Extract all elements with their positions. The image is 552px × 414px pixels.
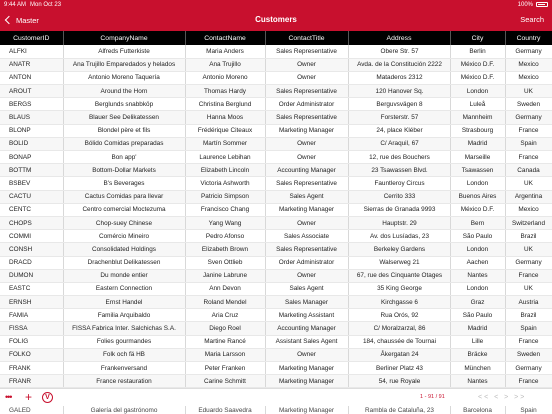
table-cell[interactable]: Comércio Mineiro	[63, 230, 185, 243]
table-cell[interactable]: Bern	[450, 216, 505, 229]
table-cell[interactable]: Sales Representative	[265, 85, 348, 98]
table-cell[interactable]: FOLIG	[0, 335, 63, 348]
table-cell[interactable]: Ana Trujillo	[185, 58, 265, 71]
table-cell[interactable]: Mataderos 2312	[348, 71, 450, 84]
table-cell[interactable]: UK	[505, 243, 552, 256]
table-cell[interactable]: ANATR	[0, 58, 63, 71]
table-row[interactable]	[0, 362, 552, 375]
table-cell[interactable]: Drachenblut Delikatessen	[63, 256, 185, 269]
table-cell[interactable]: Elizabeth Lincoln	[185, 164, 265, 177]
table-cell[interactable]: ALFKI	[0, 45, 63, 58]
table-cell[interactable]: FOLKO	[0, 348, 63, 361]
table-cell[interactable]: Order Administrator	[265, 256, 348, 269]
table-row[interactable]	[0, 282, 552, 295]
table-cell[interactable]: Diego Roel	[185, 322, 265, 335]
table-cell[interactable]: Patricio Simpson	[185, 190, 265, 203]
table-cell[interactable]: Bräcke	[450, 348, 505, 361]
status-time: 9:44 AM	[4, 1, 27, 8]
table-cell[interactable]: FRANR	[0, 375, 63, 388]
table-row[interactable]	[0, 58, 552, 71]
table-row[interactable]	[0, 335, 552, 348]
table-cell[interactable]: Luleå	[450, 98, 505, 111]
table-cell[interactable]: Owner	[265, 71, 348, 84]
table-cell[interactable]: Nantes	[450, 269, 505, 282]
table-cell[interactable]: Sven Ottlieb	[185, 256, 265, 269]
table-cell[interactable]: CHOPS	[0, 216, 63, 229]
table-row[interactable]	[0, 71, 552, 84]
table-cell[interactable]: Maria Larsson	[185, 348, 265, 361]
record-count: 1 - 91 / 91	[420, 394, 445, 400]
customers-grid[interactable]	[0, 31, 552, 388]
table-cell[interactable]: BOLID	[0, 137, 63, 150]
table-cell[interactable]: Folk och fä HB	[63, 348, 185, 361]
table-cell[interactable]: Maria Anders	[185, 45, 265, 58]
table-cell[interactable]: Canada	[505, 164, 552, 177]
table-row[interactable]	[0, 406, 552, 414]
add-record-icon[interactable]: +	[25, 390, 33, 404]
table-cell[interactable]: 35 King George	[348, 282, 450, 295]
table-cell[interactable]: Spain	[505, 322, 552, 335]
table-cell[interactable]: Martín Sommer	[185, 137, 265, 150]
table-cell[interactable]: Germany	[505, 362, 552, 375]
table-cell[interactable]: Owner	[265, 269, 348, 282]
table-row[interactable]	[0, 269, 552, 282]
table-cell[interactable]: Rua Orós, 92	[348, 309, 450, 322]
table-cell[interactable]: France restauration	[63, 375, 185, 388]
search-button[interactable]: Search	[520, 15, 544, 24]
table-cell[interactable]: ANTON	[0, 71, 63, 84]
table-cell[interactable]: Accounting Manager	[265, 164, 348, 177]
table-cell[interactable]: Bólido Comidas preparadas	[63, 137, 185, 150]
table-cell[interactable]: Spain	[505, 406, 552, 414]
table-cell[interactable]: Obere Str. 57	[348, 45, 450, 58]
table-cell[interactable]: Austria	[505, 296, 552, 309]
table-cell[interactable]: COMMI	[0, 230, 63, 243]
table-row[interactable]	[0, 111, 552, 124]
table-cell[interactable]: 12, rue des Bouchers	[348, 151, 450, 164]
table-cell[interactable]: Sales Associate	[265, 230, 348, 243]
table-cell[interactable]: São Paulo	[450, 230, 505, 243]
table-cell[interactable]: DRACD	[0, 256, 63, 269]
table-row[interactable]	[0, 137, 552, 150]
table-cell[interactable]: GALED	[0, 406, 63, 414]
table-cell[interactable]: FRANK	[0, 362, 63, 375]
table-cell[interactable]: Bon app'	[63, 151, 185, 164]
battery-percent: 100%	[517, 1, 533, 8]
table-cell[interactable]: Kirchgasse 6	[348, 296, 450, 309]
table-row[interactable]	[0, 256, 552, 269]
column-header[interactable]: ContactName	[185, 31, 265, 45]
column-header[interactable]: Country	[505, 31, 552, 45]
column-header[interactable]: CompanyName	[63, 31, 185, 45]
table-cell[interactable]: São Paulo	[450, 309, 505, 322]
table-cell[interactable]: Eastern Connection	[63, 282, 185, 295]
pager-controls[interactable]: << < > >>	[478, 394, 527, 401]
table-cell[interactable]: CONSH	[0, 243, 63, 256]
filter-icon[interactable]: V	[42, 392, 53, 403]
table-cell[interactable]: France	[505, 335, 552, 348]
table-cell[interactable]: Mexico	[505, 203, 552, 216]
table-cell[interactable]: Carine Schmitt	[185, 375, 265, 388]
table-cell[interactable]: 184, chaussée de Tournai	[348, 335, 450, 348]
table-cell[interactable]: Ana Trujillo Emparedados y helados	[63, 58, 185, 71]
table-cell[interactable]: Rambla de Cataluña, 23	[348, 406, 450, 414]
table-cell[interactable]: Thomas Hardy	[185, 85, 265, 98]
table-cell[interactable]: México D.F.	[450, 71, 505, 84]
table-cell[interactable]: Owner	[265, 348, 348, 361]
table-cell[interactable]: Galería del gastrónomo	[63, 406, 185, 414]
table-cell[interactable]: Centro comercial Moctezuma	[63, 203, 185, 216]
table-cell[interactable]: UK	[505, 177, 552, 190]
table-cell[interactable]: Mexico	[505, 71, 552, 84]
table-cell[interactable]: Strasbourg	[450, 124, 505, 137]
table-cell[interactable]: Marketing Assistant	[265, 309, 348, 322]
table-cell[interactable]: Sales Agent	[265, 190, 348, 203]
table-cell[interactable]: Frédérique Citeaux	[185, 124, 265, 137]
grid-body	[0, 45, 552, 388]
table-cell[interactable]: Folies gourmandes	[63, 335, 185, 348]
table-cell[interactable]: Elizabeth Brown	[185, 243, 265, 256]
table-cell[interactable]: Fauntleroy Circus	[348, 177, 450, 190]
status-right	[518, 2, 548, 8]
table-cell[interactable]: México D.F.	[450, 58, 505, 71]
column-header[interactable]: CustomerID	[0, 31, 63, 45]
table-cell[interactable]: 24, place Kléber	[348, 124, 450, 137]
table-cell[interactable]: Hauptstr. 29	[348, 216, 450, 229]
table-cell[interactable]: CENTC	[0, 203, 63, 216]
table-cell[interactable]: Sweden	[505, 98, 552, 111]
table-cell[interactable]: Sales Representative	[265, 111, 348, 124]
table-cell[interactable]: FISSA Fabrica Inter. Salchichas S.A.	[63, 322, 185, 335]
table-row[interactable]	[0, 348, 552, 361]
table-cell[interactable]: Bottom-Dollar Markets	[63, 164, 185, 177]
grid-header-row	[0, 31, 552, 45]
table-cell[interactable]: EASTC	[0, 282, 63, 295]
table-cell[interactable]: Sales Agent	[265, 282, 348, 295]
table-cell[interactable]: Berguvsvägen 8	[348, 98, 450, 111]
table-cell[interactable]: Antonio Moreno	[185, 71, 265, 84]
table-cell[interactable]: Mannheim	[450, 111, 505, 124]
table-cell[interactable]: C/ Araquil, 67	[348, 137, 450, 150]
table-cell[interactable]: London	[450, 85, 505, 98]
table-cell[interactable]: Marketing Manager	[265, 362, 348, 375]
table-row[interactable]	[0, 177, 552, 190]
back-button[interactable]	[6, 9, 39, 31]
table-cell[interactable]: BOTTM	[0, 164, 63, 177]
table-cell[interactable]: Marketing Manager	[265, 203, 348, 216]
table-cell[interactable]: Marseille	[450, 151, 505, 164]
table-cell[interactable]: UK	[505, 85, 552, 98]
table-cell[interactable]: Pedro Afonso	[185, 230, 265, 243]
chevron-left-icon	[5, 16, 13, 24]
column-header[interactable]: City	[450, 31, 505, 45]
more-options-icon[interactable]: •••	[5, 392, 12, 402]
table-cell[interactable]: Frankenversand	[63, 362, 185, 375]
table-cell[interactable]: Owner	[265, 58, 348, 71]
table-cell[interactable]: Alfreds Futterkiste	[63, 45, 185, 58]
table-row[interactable]	[0, 296, 552, 309]
table-cell[interactable]: Owner	[265, 137, 348, 150]
table-cell[interactable]: FAMIA	[0, 309, 63, 322]
table-cell[interactable]: Francisco Chang	[185, 203, 265, 216]
column-header[interactable]: Address	[348, 31, 450, 45]
table-cell[interactable]: DUMON	[0, 269, 63, 282]
table-row[interactable]	[0, 216, 552, 229]
table-cell[interactable]: Owner	[265, 151, 348, 164]
status-bar	[0, 0, 552, 9]
table-cell[interactable]: Barcelona	[450, 406, 505, 414]
table-cell[interactable]: Assistant Sales Agent	[265, 335, 348, 348]
table-row[interactable]	[0, 243, 552, 256]
table-cell[interactable]: BLONP	[0, 124, 63, 137]
table-cell[interactable]: France	[505, 375, 552, 388]
table-cell[interactable]: Spain	[505, 137, 552, 150]
table-cell[interactable]: Sweden	[505, 348, 552, 361]
table-row[interactable]	[0, 309, 552, 322]
table-cell[interactable]: AROUT	[0, 85, 63, 98]
battery-icon	[536, 2, 548, 7]
table-cell[interactable]: 23 Tsawassen Blvd.	[348, 164, 450, 177]
table-cell[interactable]: Consolidated Holdings	[63, 243, 185, 256]
table-row[interactable]	[0, 203, 552, 216]
table-cell[interactable]: Avda. de la Constitución 2222	[348, 58, 450, 71]
table-cell[interactable]: BLAUS	[0, 111, 63, 124]
table-cell[interactable]: Antonio Moreno Taquería	[63, 71, 185, 84]
table-cell[interactable]: London	[450, 282, 505, 295]
table-cell[interactable]: Walserweg 21	[348, 256, 450, 269]
table-cell[interactable]: Buenos Aires	[450, 190, 505, 203]
table-cell[interactable]: Mexico	[505, 58, 552, 71]
table-cell[interactable]: UK	[505, 282, 552, 295]
table-cell[interactable]: 54, rue Royale	[348, 375, 450, 388]
table-row[interactable]	[0, 98, 552, 111]
table-cell[interactable]: Ernst Handel	[63, 296, 185, 309]
table-cell[interactable]: London	[450, 243, 505, 256]
table-cell[interactable]: Blauer See Delikatessen	[63, 111, 185, 124]
table-cell[interactable]: Germany	[505, 256, 552, 269]
table-cell[interactable]: Lille	[450, 335, 505, 348]
table-cell[interactable]: Germany	[505, 45, 552, 58]
table-cell[interactable]: BSBEV	[0, 177, 63, 190]
table-cell[interactable]: Laurence Lebihan	[185, 151, 265, 164]
table-cell[interactable]: Madrid	[450, 322, 505, 335]
table-cell[interactable]: France	[505, 269, 552, 282]
table-row[interactable]	[0, 45, 552, 58]
table-cell[interactable]: Chop-suey Chinese	[63, 216, 185, 229]
table-cell[interactable]: Order Administrator	[265, 98, 348, 111]
table-cell[interactable]: Blondel père et fils	[63, 124, 185, 137]
table-cell[interactable]: BERGS	[0, 98, 63, 111]
table-cell[interactable]: Forsterstr. 57	[348, 111, 450, 124]
table-cell[interactable]: C/ Moralzarzal, 86	[348, 322, 450, 335]
table-row[interactable]	[0, 151, 552, 164]
table-cell[interactable]: Christina Berglund	[185, 98, 265, 111]
table-cell[interactable]: Ann Devon	[185, 282, 265, 295]
table-cell[interactable]: Åkergatan 24	[348, 348, 450, 361]
table-row[interactable]	[0, 85, 552, 98]
table-cell[interactable]: Aria Cruz	[185, 309, 265, 322]
table-cell[interactable]: Berglunds snabbköp	[63, 98, 185, 111]
table-cell[interactable]: Berliner Platz 43	[348, 362, 450, 375]
table-cell[interactable]: Cactus Comidas para llevar	[63, 190, 185, 203]
table-cell[interactable]: Hanna Moos	[185, 111, 265, 124]
back-label: Master	[16, 15, 39, 25]
table-cell[interactable]: Berkeley Gardens	[348, 243, 450, 256]
grid-overflow-row	[0, 406, 552, 414]
table-row[interactable]	[0, 322, 552, 335]
table-cell[interactable]: France	[505, 151, 552, 164]
table-cell[interactable]: Germany	[505, 111, 552, 124]
table-cell[interactable]: Victoria Ashworth	[185, 177, 265, 190]
table-cell[interactable]: Switzerland	[505, 216, 552, 229]
table-cell[interactable]: London	[450, 177, 505, 190]
table-cell[interactable]: Sales Representative	[265, 243, 348, 256]
table-cell[interactable]: México D.F.	[450, 203, 505, 216]
table-row[interactable]	[0, 124, 552, 137]
table-cell[interactable]: Av. dos Lusíadas, 23	[348, 230, 450, 243]
table-cell[interactable]: Graz	[450, 296, 505, 309]
table-cell[interactable]: Sierras de Granada 9993	[348, 203, 450, 216]
table-cell[interactable]: Du monde entier	[63, 269, 185, 282]
table-cell[interactable]: Sales Representative	[265, 45, 348, 58]
table-cell[interactable]: B's Beverages	[63, 177, 185, 190]
bottom-toolbar	[0, 388, 552, 406]
table-cell[interactable]: Marketing Manager	[265, 406, 348, 414]
table-cell[interactable]: Sales Manager	[265, 296, 348, 309]
table-cell[interactable]: München	[450, 362, 505, 375]
table-cell[interactable]: Marketing Manager	[265, 124, 348, 137]
table-cell[interactable]: Martine Rancé	[185, 335, 265, 348]
table-cell[interactable]: Sales Representative	[265, 177, 348, 190]
table-row[interactable]	[0, 230, 552, 243]
table-row[interactable]	[0, 375, 552, 388]
table-cell[interactable]: Madrid	[450, 137, 505, 150]
table-cell[interactable]: Marketing Manager	[265, 375, 348, 388]
table-cell[interactable]: CACTU	[0, 190, 63, 203]
table-cell[interactable]: Familia Arquibaldo	[63, 309, 185, 322]
table-row[interactable]	[0, 164, 552, 177]
status-date: Mon Oct 23	[30, 1, 62, 8]
table-cell[interactable]: FISSA	[0, 322, 63, 335]
table-cell[interactable]: Cerrito 333	[348, 190, 450, 203]
table-cell[interactable]: Tsawassen	[450, 164, 505, 177]
table-cell[interactable]: Owner	[265, 216, 348, 229]
table-cell[interactable]: Argentina	[505, 190, 552, 203]
table-cell[interactable]: 120 Hanover Sq.	[348, 85, 450, 98]
table-cell[interactable]: Nantes	[450, 375, 505, 388]
table-cell[interactable]: Aachen	[450, 256, 505, 269]
table-cell[interactable]: Janine Labrune	[185, 269, 265, 282]
table-cell[interactable]: ERNSH	[0, 296, 63, 309]
table-cell[interactable]: France	[505, 124, 552, 137]
navigation-bar	[0, 9, 552, 31]
table-cell[interactable]: Brazil	[505, 309, 552, 322]
table-row[interactable]	[0, 190, 552, 203]
table-cell[interactable]: Around the Horn	[63, 85, 185, 98]
table-cell[interactable]: Accounting Manager	[265, 322, 348, 335]
table-cell[interactable]: Yang Wang	[185, 216, 265, 229]
table-cell[interactable]: Peter Franken	[185, 362, 265, 375]
page-title: Customers	[255, 15, 297, 24]
table-cell[interactable]: Eduardo Saavedra	[185, 406, 265, 414]
column-header[interactable]: ContactTitle	[265, 31, 348, 45]
table-cell[interactable]: BONAP	[0, 151, 63, 164]
table-cell[interactable]: Roland Mendel	[185, 296, 265, 309]
table-cell[interactable]: Brazil	[505, 230, 552, 243]
table-cell[interactable]: 67, rue des Cinquante Otages	[348, 269, 450, 282]
table-cell[interactable]: Berlin	[450, 45, 505, 58]
